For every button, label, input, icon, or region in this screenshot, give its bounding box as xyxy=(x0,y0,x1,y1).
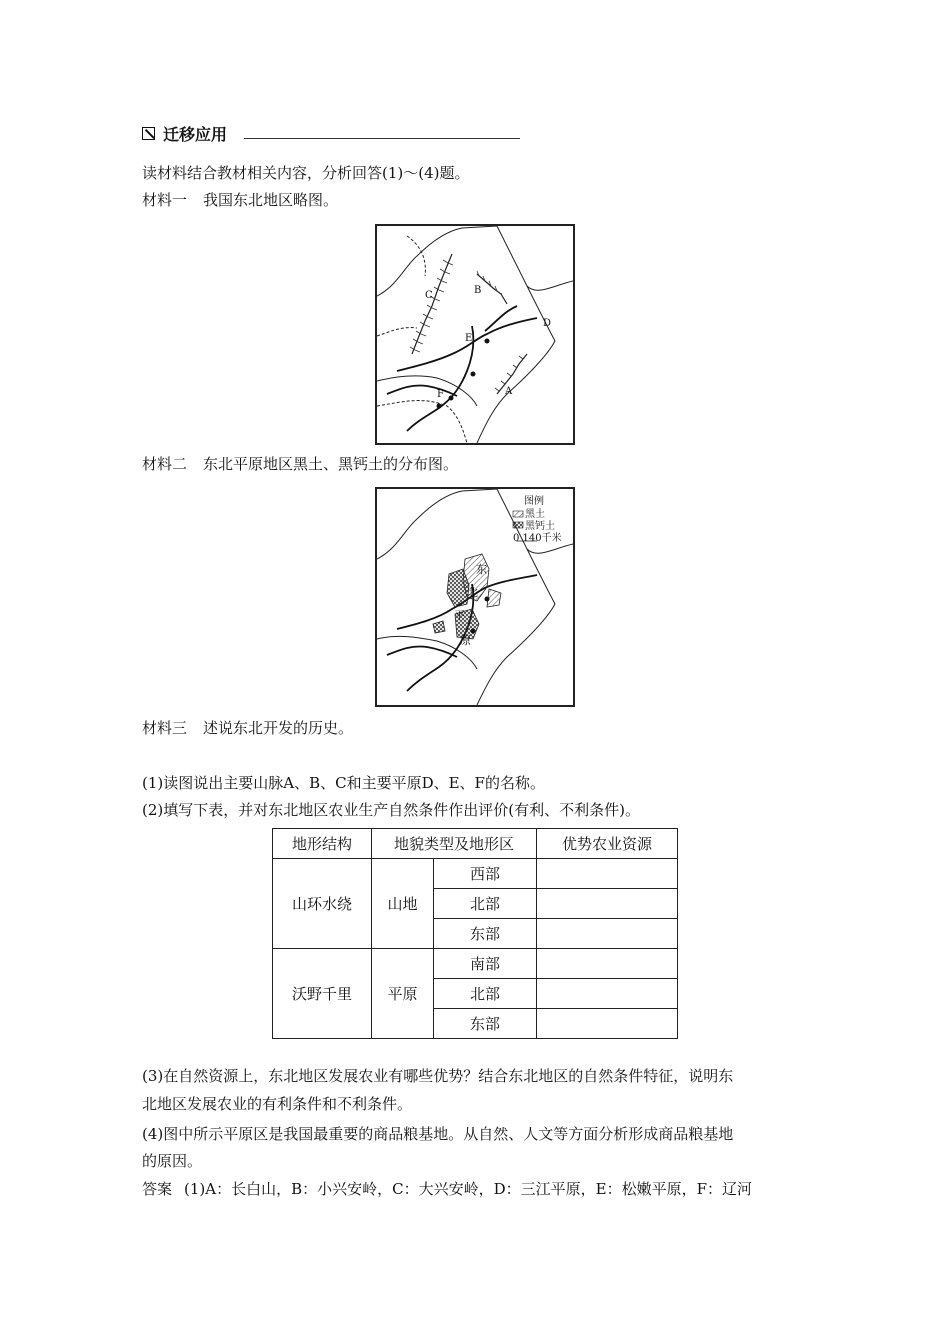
northeast-map-drawing xyxy=(377,226,573,443)
material3-label: 材料三 xyxy=(142,719,188,737)
question-1: (1)读图说出主要山脉A、B、C和主要平原D、E、F的名称。 xyxy=(142,774,545,792)
table-row xyxy=(273,859,678,889)
table-header-cell: 优势农业资源 xyxy=(537,829,678,859)
table-region-cell: 东部 xyxy=(434,1009,537,1039)
table-structure-cell: 沃野千里 xyxy=(273,949,372,1039)
material3-caption: 述说东北开发的历史。 xyxy=(203,719,354,737)
map1-label-f: F xyxy=(437,389,444,400)
table-empty-cell xyxy=(537,1009,678,1039)
soil-map xyxy=(375,487,575,707)
table-row xyxy=(273,949,678,979)
legend-title: 图例 xyxy=(524,496,544,507)
question-3-line2: 北地区发展农业的有利条件和不利条件。 xyxy=(142,1095,413,1113)
terrain-table xyxy=(272,828,678,1039)
northeast-map xyxy=(375,224,575,445)
map1-label-b: B xyxy=(474,285,482,296)
material1-line xyxy=(142,190,338,210)
table-empty-cell xyxy=(537,919,678,949)
map2-label-dong: 东 xyxy=(476,563,487,576)
table-empty-cell xyxy=(537,949,678,979)
map1-label-d: D xyxy=(543,318,552,329)
answer-text: (1)A：长白山，B：小兴安岭，C：大兴安岭，D：三江平原，E：松嫩平原，F：辽河 xyxy=(184,1180,752,1198)
intro-text: 读材料结合教材相关内容，分析回答(1)～(4)题。 xyxy=(142,164,470,182)
material1-label: 材料一 xyxy=(142,191,188,209)
map1-label-c: C xyxy=(425,290,433,301)
material3-line xyxy=(142,718,353,738)
table-header-cell: 地形结构 xyxy=(273,829,372,859)
table-region-cell: 北部 xyxy=(434,979,537,1009)
table-empty-cell xyxy=(537,859,678,889)
map2-label-yuan: 原 xyxy=(460,634,471,647)
table-header-cell: 地貌类型及地形区 xyxy=(372,829,537,859)
table-region-cell: 北部 xyxy=(434,889,537,919)
legend-scale: 0 140千米 xyxy=(513,533,562,544)
material2-label: 材料二 xyxy=(142,455,188,473)
legend-black-soil: 黑土 xyxy=(525,509,545,520)
material2-line xyxy=(142,454,458,474)
table-empty-cell xyxy=(537,979,678,1009)
table-structure-cell: 山环水绕 xyxy=(273,859,372,949)
answer-line xyxy=(142,1179,752,1199)
table-region-cell: 南部 xyxy=(434,949,537,979)
map1-label-a: A xyxy=(505,386,513,397)
legend-chernozem: 黑钙土 xyxy=(525,521,555,532)
section-title: 迁移应用 xyxy=(163,125,228,144)
map2-label-bei: 北 xyxy=(467,586,478,599)
table-type-cell: 山地 xyxy=(372,859,434,949)
question-3-line1: (3)在自然资源上，东北地区发展农业有哪些优势？结合东北地区的自然条件特征，说明东 xyxy=(142,1067,734,1085)
map2-label-ping: 平 xyxy=(454,609,465,622)
table-region-cell: 西部 xyxy=(434,859,537,889)
table-empty-cell xyxy=(537,889,678,919)
material1-caption: 我国东北地区略图。 xyxy=(203,191,339,209)
question-4-line2: 的原因。 xyxy=(142,1152,203,1170)
map1-label-e: E xyxy=(465,333,473,344)
section-underline xyxy=(244,138,520,139)
section-arrow-icon xyxy=(142,127,155,140)
table-region-cell: 东部 xyxy=(434,919,537,949)
material2-caption: 东北平原地区黑土、黑钙土的分布图。 xyxy=(203,455,459,473)
table-header-row xyxy=(273,829,678,859)
answer-label: 答案 xyxy=(142,1180,173,1198)
question-4-line1: (4)图中所示平原区是我国最重要的商品粮基地。从自然、人文等方面分析形成商品粮基地 xyxy=(142,1125,734,1143)
section-header xyxy=(142,122,227,145)
table-type-cell: 平原 xyxy=(372,949,434,1039)
question-2: (2)填写下表，并对东北地区农业生产自然条件作出评价(有利、不利条件)。 xyxy=(142,801,640,819)
